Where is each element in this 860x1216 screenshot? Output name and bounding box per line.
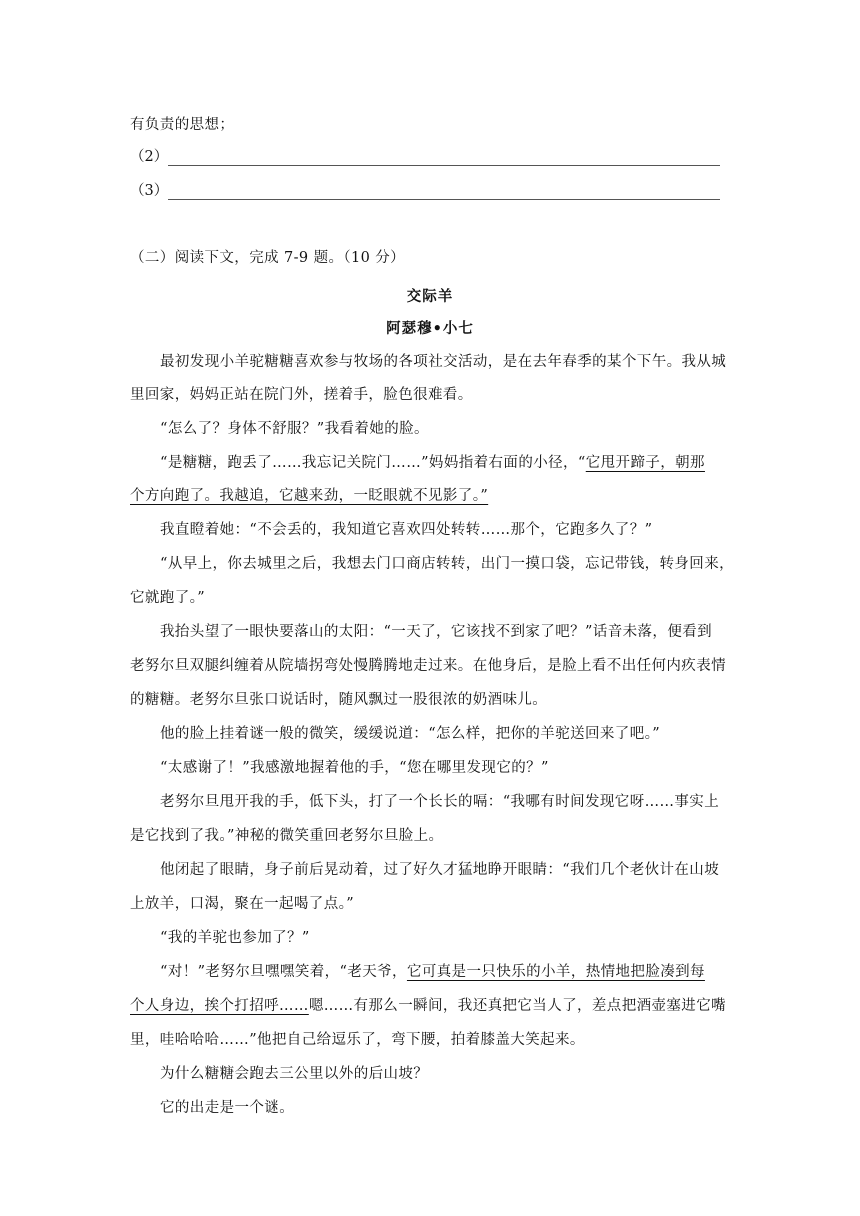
paragraph-line: 里回家，妈妈正站在院门外，搓着手，脸色很难看。: [130, 387, 473, 403]
paragraph-line: 它的出走是一个谜。: [160, 1100, 295, 1116]
paragraph-line: 我抬头望了一眼快要落山的太阳：“一天了，它该找不到家了吧？”话音未落，便看到: [160, 624, 713, 640]
paragraph-line: 他闭起了眼睛，身子前后晃动着，过了好久才猛地睁开眼睛：“我们几个老伙计在山坡: [160, 862, 720, 878]
paragraph-line: 它就跑了。”: [130, 590, 206, 606]
paragraph-line: 老努尔旦双腿纠缠着从院墙拐弯处慢腾腾地走过来。在他身后，是脸上看不出任何内疚表情: [130, 658, 726, 674]
underlined-text: 它可真是一只快乐的小羊，热情地把脸凑到每: [406, 964, 705, 980]
paragraph-line: [130, 994, 726, 1015]
article-author: 阿瑟穆•小七: [386, 320, 474, 337]
answer-number: （3）: [130, 183, 169, 199]
answer-blank[interactable]: [168, 185, 720, 200]
paragraph-line: 为什么糖糖会跑去三公里以外的后山坡？: [160, 1066, 429, 1082]
paragraph-line: 最初发现小羊驼糖糖喜欢参与牧场的各项社交活动，是在去年春季的某个下午。我从城: [160, 354, 727, 370]
paragraph-line: “太感谢了！”我感激地握着他的手，“您在哪里发现它的？”: [160, 760, 549, 776]
answer-number: （2）: [130, 149, 169, 165]
underlined-text: 个方向跑了。我越追，它越来劲，一眨眼就不见影了。”: [130, 488, 489, 504]
article-title: 交际羊: [406, 288, 454, 305]
paragraph-line: 的糖糖。老努尔旦张口说话时，随风飘过一股很浓的奶酒味儿。: [130, 692, 548, 708]
text-segment: 嗯……有那么一瞬间，我还真把它当人了，差点把酒壶塞进它嘴: [308, 998, 727, 1014]
answer-line-3[interactable]: [130, 179, 720, 200]
paragraph-line: [160, 451, 705, 472]
paragraph-line: 是它找到了我。”神秘的微笑重回老努尔旦脸上。: [130, 828, 444, 844]
section-heading: （二）阅读下文，完成 7-9 题。（10 分）: [130, 250, 406, 266]
answer-line-2[interactable]: [130, 145, 720, 166]
paragraph-line: 有负责的思想；: [130, 117, 235, 133]
paragraph-line: [130, 484, 488, 505]
text-segment: “是糖糖，跑丢了……我忘记关院门……”妈妈指着右面的小径，“: [160, 455, 586, 471]
paragraph-line: [160, 960, 705, 981]
paragraph-line: 他的脸上挂着谜一般的微笑，缓缓说道：“怎么样，把你的羊驼送回来了吧。”: [160, 726, 661, 742]
paragraph-line: 里，哇哈哈哈……”他把自己给逗乐了，弯下腰，拍着膝盖大笑起来。: [130, 1032, 585, 1048]
paragraph-line: “我的羊驼也参加了？”: [160, 930, 310, 946]
paragraph-line: 老努尔旦甩开我的手，低下头，打了一个长长的嗝：“我哪有时间发现它呀……事实上: [160, 794, 720, 810]
answer-blank[interactable]: [168, 151, 720, 166]
text-segment: “对！”老努尔旦嘿嘿笑着，“老天爷，: [160, 964, 407, 980]
paragraph-line: “怎么了？身体不舒服？”我看着她的脸。: [160, 421, 429, 437]
paragraph-line: 上放羊，口渴，聚在一起喝了点。”: [130, 896, 355, 912]
underlined-text: 个人身边，挨个打招呼……: [130, 998, 309, 1014]
paragraph-line: 我直瞪着她：“不会丢的，我知道它喜欢四处转转……那个，它跑多久了？”: [160, 522, 653, 538]
underlined-text: 它甩开蹄子，朝那: [585, 455, 705, 471]
paragraph-line: “从早上，你去城里之后，我想去门口商店转转，出门一摸口袋，忘记带钱，转身回来，: [160, 556, 735, 572]
